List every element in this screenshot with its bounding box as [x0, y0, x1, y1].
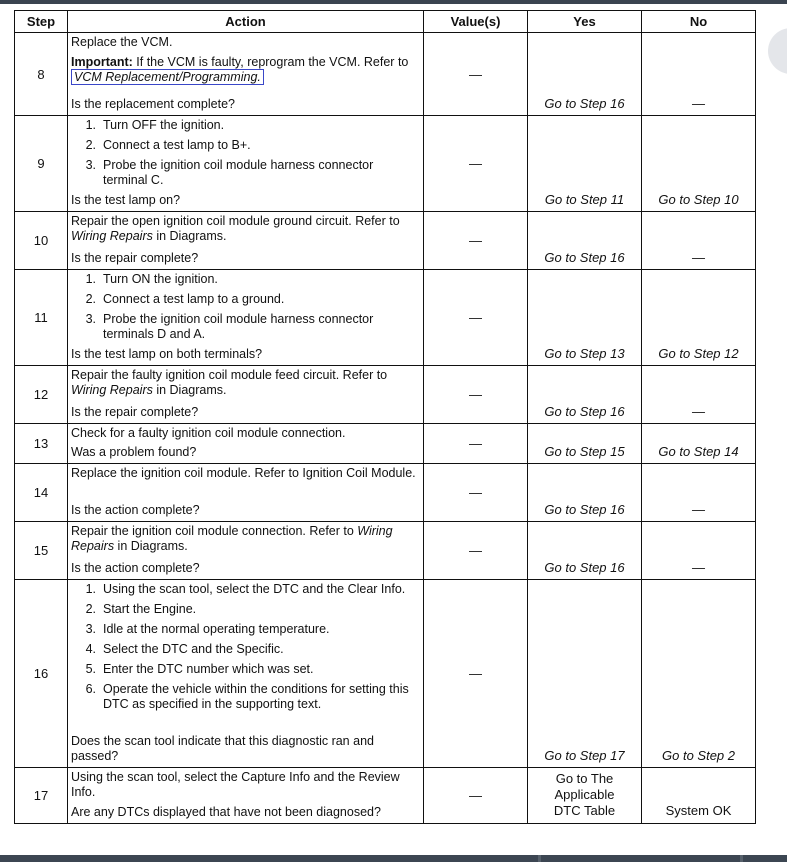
no-cell: Go to Step 10	[642, 116, 756, 212]
step-number: 14	[15, 464, 68, 522]
value-cell	[424, 116, 528, 212]
header-yes: Yes	[528, 11, 642, 33]
value-dash: —	[469, 156, 482, 171]
bottom-divider	[538, 855, 541, 862]
header-step: Step	[15, 11, 68, 33]
action-cell	[68, 580, 424, 768]
value-cell	[424, 768, 528, 824]
step-number: 17	[15, 768, 68, 824]
list-item: 1. Turn ON the ignition.	[85, 272, 218, 286]
table-row	[15, 768, 756, 824]
list-item: 3. Probe the ignition coil module harness connector terminals D and A.	[85, 312, 374, 341]
step-number: 12	[15, 366, 68, 424]
value-dash: —	[469, 310, 482, 325]
value-cell	[424, 464, 528, 522]
table-row	[15, 366, 756, 424]
action-text: Replace the ignition coil module. Refer to Ignition Coil Module.	[71, 466, 416, 480]
yes-line: Applicable	[554, 787, 615, 802]
value-cell	[424, 424, 528, 464]
table-row	[15, 424, 756, 464]
no-cell: Go to Step 14	[642, 424, 756, 464]
list-item: 5. Enter the DTC number which was set.	[85, 662, 314, 676]
action-cell	[68, 33, 424, 116]
window-bottom-bar	[0, 855, 787, 862]
action-question: Is the test lamp on?	[71, 193, 181, 207]
important-text: If the VCM is faulty, reprogram the VCM. Refer to	[132, 55, 409, 69]
action-question: Is the action complete?	[71, 561, 200, 575]
value-dash: —	[469, 233, 482, 248]
value-cell	[424, 366, 528, 424]
action-question: Are any DTCs displayed that have not been diagnosed?	[71, 805, 381, 819]
list-item: 2. Connect a test lamp to B+.	[85, 138, 251, 152]
value-cell	[424, 522, 528, 580]
list-item: 4. Select the DTC and the Specific.	[85, 642, 284, 656]
table-row	[15, 116, 756, 212]
list-item: 3. Probe the ignition coil module harness connector terminal C.	[85, 158, 374, 187]
list-item: 3. Idle at the normal operating temperature.	[85, 622, 330, 636]
action-question: Was a problem found?	[71, 445, 197, 459]
action-question: Does the scan tool indicate that this diagnostic ran and passed?	[71, 734, 374, 763]
value-dash: —	[469, 666, 482, 681]
action-question: Is the repair complete?	[71, 251, 199, 265]
value-cell	[424, 580, 528, 768]
value-dash: —	[469, 485, 482, 500]
action-cell	[68, 270, 424, 366]
yes-cell: Go to Step 16	[528, 212, 642, 270]
action-question: Is the test lamp on both terminals?	[71, 347, 263, 361]
action-cell	[68, 116, 424, 212]
no-cell: Go to Step 12	[642, 270, 756, 366]
no-cell: —	[642, 33, 756, 116]
table-row	[15, 580, 756, 768]
yes-cell: Go to Step 16	[528, 366, 642, 424]
action-text: Using the scan tool, select the Capture Info and the Review Info.	[71, 770, 400, 799]
step-number: 11	[15, 270, 68, 366]
action-question: Is the action complete?	[71, 503, 200, 517]
scroll-indicator[interactable]	[768, 28, 787, 74]
value-dash: —	[469, 436, 482, 451]
list-item: 2. Connect a test lamp to a ground.	[85, 292, 285, 306]
yes-cell: Go to Step 13	[528, 270, 642, 366]
action-cell	[68, 366, 424, 424]
value-dash: —	[469, 66, 482, 82]
value-dash: —	[469, 788, 482, 803]
action-list	[71, 272, 419, 342]
value-dash: —	[469, 387, 482, 402]
action-cell	[68, 212, 424, 270]
window-top-border	[0, 0, 787, 4]
action-text: Replace the VCM.	[71, 35, 173, 49]
yes-cell: Go to Step 17	[528, 580, 642, 768]
important-label: Important:	[71, 55, 133, 69]
yes-cell: Go to Step 16	[528, 33, 642, 116]
yes-cell: Go to Step 11	[528, 116, 642, 212]
action-cell	[68, 424, 424, 464]
action-question: Is the replacement complete?	[71, 97, 235, 111]
step-number: 10	[15, 212, 68, 270]
yes-cell: Go to Step 16	[528, 522, 642, 580]
step-number: 13	[15, 424, 68, 464]
action-text: Repair the ignition coil module connection. Refer to Wiring Repairs in Diagrams.	[71, 524, 393, 553]
action-text: Repair the open ignition coil module ground circuit. Refer to Wiring Repairs in Diagrams.	[71, 214, 400, 243]
action-cell	[68, 522, 424, 580]
action-question: Is the repair complete?	[71, 405, 199, 419]
action-text: Repair the faulty ignition coil module feed circuit. Refer to Wiring Repairs in Diagrams.	[71, 368, 388, 397]
no-cell: —	[642, 212, 756, 270]
header-action: Action	[68, 11, 424, 33]
list-item: 1. Using the scan tool, select the DTC and the Clear Info.	[85, 582, 406, 596]
list-item: 6. Operate the vehicle within the conditions for setting this DTC as specified in the supporting text.	[85, 682, 409, 711]
list-item: 2. Start the Engine.	[85, 602, 197, 616]
vcm-programming-link[interactable]: VCM Replacement/Programming.	[71, 69, 264, 85]
header-row	[15, 11, 756, 33]
no-cell: —	[642, 522, 756, 580]
value-cell	[424, 212, 528, 270]
table-row	[15, 33, 756, 116]
yes-cell: Go to Step 16	[528, 464, 642, 522]
value-cell	[424, 270, 528, 366]
yes-line: DTC Table	[553, 803, 616, 818]
no-cell: —	[642, 366, 756, 424]
value-cell	[424, 33, 528, 116]
table-row	[15, 464, 756, 522]
header-values: Value(s)	[424, 11, 528, 33]
step-number: 16	[15, 580, 68, 768]
action-cell	[68, 768, 424, 824]
action-cell	[68, 464, 424, 522]
no-cell: —	[642, 464, 756, 522]
list-item: 1. Turn OFF the ignition.	[85, 118, 225, 132]
table-row	[15, 270, 756, 366]
yes-line: Go to The	[555, 771, 614, 786]
action-list	[71, 118, 419, 188]
diagnostic-table	[14, 10, 756, 824]
action-text: Check for a faulty ignition coil module connection.	[71, 426, 346, 440]
important-note	[71, 55, 419, 85]
no-cell: System OK	[642, 768, 756, 824]
yes-cell	[528, 768, 642, 824]
header-no: No	[642, 11, 756, 33]
step-number: 8	[15, 33, 68, 116]
action-list	[71, 582, 419, 712]
step-number: 9	[15, 116, 68, 212]
bottom-divider	[740, 855, 743, 862]
table-row	[15, 522, 756, 580]
table-row	[15, 212, 756, 270]
no-cell: Go to Step 2	[642, 580, 756, 768]
value-dash: —	[469, 543, 482, 558]
yes-cell: Go to Step 15	[528, 424, 642, 464]
step-number: 15	[15, 522, 68, 580]
